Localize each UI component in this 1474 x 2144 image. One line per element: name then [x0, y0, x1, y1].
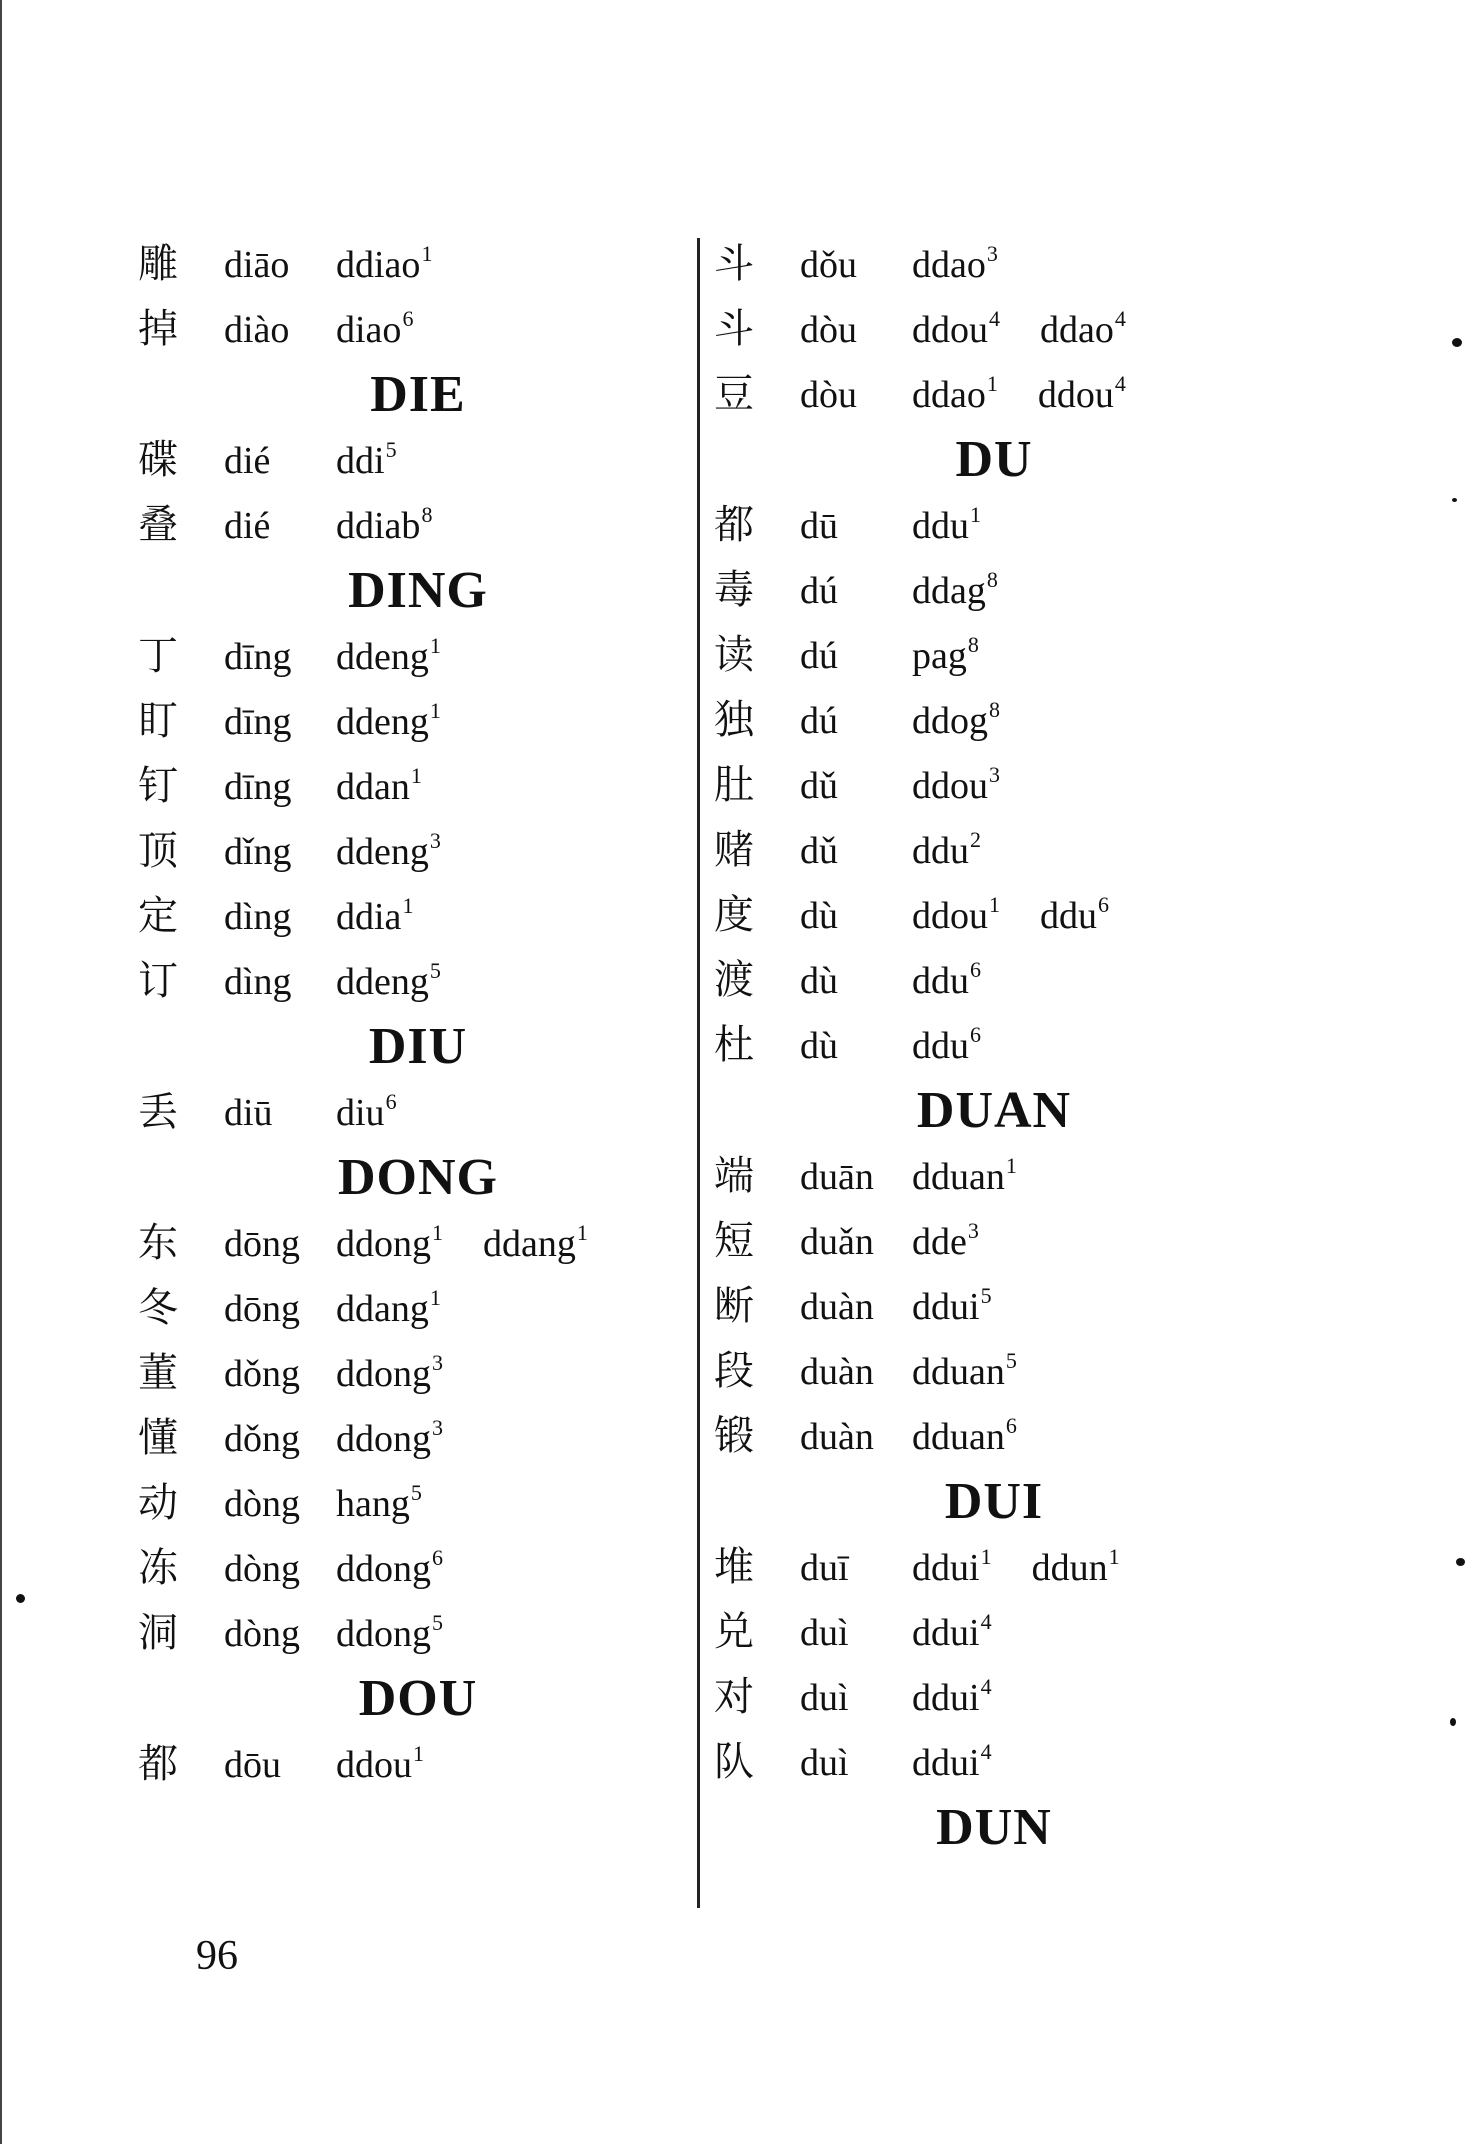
- tone-number: 1: [413, 1741, 424, 1766]
- tone-number: 6: [970, 957, 981, 982]
- tone-number: 1: [429, 633, 441, 658]
- dictionary-entry: [138, 493, 658, 558]
- entry-pinyin: dòu: [800, 374, 857, 416]
- tone-number: 1: [421, 241, 433, 266]
- entry-hanzi: 冬: [138, 1285, 178, 1331]
- dictionary-entry: [138, 624, 658, 689]
- entry-hanzi: 掉: [138, 306, 178, 352]
- dictionary-entry: [714, 883, 1234, 948]
- dictionary-entry: [138, 1080, 658, 1145]
- entry-romanization: ddong$^3$: [336, 1415, 443, 1460]
- section-header: DING: [348, 562, 488, 619]
- tone-number: 5: [429, 958, 441, 983]
- entry-romanization: ddui$^5$: [912, 1283, 992, 1328]
- dictionary-entry: [138, 689, 658, 754]
- entry-hanzi: 豆: [714, 371, 754, 417]
- entry-romanization: ddou$^3$: [912, 762, 1000, 807]
- entry-hanzi: 钉: [138, 763, 178, 809]
- entry-pinyin: dǒu: [800, 244, 857, 286]
- entry-hanzi: 订: [138, 958, 178, 1004]
- tone-number: 3: [989, 762, 1000, 787]
- tone-number: 1: [410, 763, 422, 788]
- entry-pinyin: duàn: [800, 1286, 874, 1328]
- dictionary-entry: [714, 688, 1234, 753]
- entry-pinyin: duī: [800, 1547, 849, 1589]
- entry-pinyin: dù: [800, 895, 838, 937]
- entry-hanzi: 董: [138, 1350, 178, 1396]
- tone-number: 3: [432, 1350, 443, 1375]
- entry-hanzi: 赌: [714, 827, 754, 873]
- entry-romanization: ddang$^1$: [336, 1285, 441, 1330]
- tone-number: 4: [980, 1739, 992, 1764]
- tone-number: 3: [986, 241, 998, 266]
- tone-number: 4: [989, 306, 1000, 331]
- tone-number: 1: [576, 1220, 588, 1245]
- tone-number: 6: [970, 1022, 981, 1047]
- entry-hanzi: 锻: [714, 1413, 754, 1459]
- dictionary-entry: [138, 1341, 658, 1406]
- entry-pinyin: dǔ: [800, 765, 838, 807]
- entry-pinyin: dōng: [224, 1288, 300, 1330]
- entry-hanzi: 堆: [714, 1544, 754, 1590]
- entry-romanization: ddiab$^8$: [336, 502, 433, 547]
- entry-hanzi: 渡: [714, 957, 754, 1003]
- entry-pinyin: dìng: [224, 961, 292, 1003]
- dictionary-entry: [138, 1471, 658, 1536]
- entry-hanzi: 端: [714, 1153, 754, 1199]
- scan-speck: [1452, 338, 1462, 347]
- dictionary-entry: [138, 1406, 658, 1471]
- entry-hanzi: 洞: [138, 1610, 178, 1656]
- dictionary-entry: [714, 623, 1234, 688]
- scan-speck: [1456, 1558, 1465, 1566]
- scan-speck: [1450, 1718, 1456, 1726]
- entry-romanization: hang$^5$: [336, 1480, 422, 1525]
- entry-romanization: ddun$^1$: [1031, 1544, 1120, 1589]
- entry-romanization: ddao$^3$: [912, 241, 998, 286]
- tone-number: 5: [1005, 1348, 1017, 1373]
- entry-pinyin: duǎn: [800, 1221, 874, 1263]
- dictionary-entry: [714, 232, 1234, 297]
- entry-pinyin: diāo: [224, 244, 290, 286]
- entry-romanization: ddong$^5$: [336, 1610, 443, 1655]
- entry-pinyin: dié: [224, 505, 271, 547]
- dictionary-entry: [138, 1211, 658, 1276]
- dictionary-entry: [714, 1404, 1234, 1469]
- dictionary-entry: [714, 1665, 1234, 1730]
- page-number: 96: [196, 1933, 238, 1979]
- tone-number: 6: [402, 306, 414, 331]
- entry-hanzi: 都: [138, 1741, 178, 1787]
- entry-pinyin: duì: [800, 1742, 849, 1784]
- column-divider: [697, 238, 700, 1908]
- dictionary-entry: [138, 428, 658, 493]
- entry-hanzi: 丁: [138, 633, 178, 679]
- entry-romanization: ddong$^6$: [336, 1545, 443, 1590]
- entry-romanization: ddao$^1$: [912, 371, 998, 416]
- tone-number: 3: [967, 1218, 979, 1243]
- entry-hanzi: 独: [714, 697, 754, 743]
- entry-pinyin: duàn: [800, 1351, 874, 1393]
- entry-pinyin: dú: [800, 570, 838, 612]
- entry-hanzi: 盯: [138, 698, 178, 744]
- entry-romanization: diu$^6$: [336, 1089, 397, 1134]
- page-edge-line: [0, 0, 2, 2144]
- dictionary-entry: [138, 297, 658, 362]
- entry-romanization: dduan$^6$: [912, 1413, 1017, 1458]
- entry-pinyin: dǐng: [224, 831, 292, 873]
- dictionary-entry: [714, 1274, 1234, 1339]
- section-header: DONG: [338, 1149, 498, 1206]
- entry-romanization: ddu$^2$: [912, 827, 981, 872]
- entry-romanization: pag$^8$: [912, 632, 979, 677]
- entry-pinyin: dīng: [224, 766, 292, 808]
- dictionary-entry: [714, 1730, 1234, 1795]
- entry-pinyin: dǔ: [800, 830, 838, 872]
- dictionary-entry: [714, 558, 1234, 623]
- entry-pinyin: dǒng: [224, 1353, 300, 1395]
- entry-romanization: ddan$^1$: [336, 763, 422, 808]
- entry-romanization: ddog$^8$: [912, 697, 1000, 742]
- entry-romanization: ddeng$^3$: [336, 828, 441, 873]
- entry-pinyin: dòng: [224, 1483, 300, 1525]
- dictionary-entry: [714, 362, 1234, 427]
- entry-hanzi: 断: [714, 1283, 754, 1329]
- entry-pinyin: duān: [800, 1156, 874, 1198]
- entry-hanzi: 读: [714, 632, 754, 678]
- entry-pinyin: dòng: [224, 1613, 300, 1655]
- entry-hanzi: 动: [138, 1480, 178, 1526]
- tone-number: 1: [1108, 1544, 1120, 1569]
- tone-number: 6: [432, 1545, 443, 1570]
- tone-number: 3: [429, 828, 441, 853]
- tone-number: 8: [986, 567, 998, 592]
- dictionary-entry: [714, 1144, 1234, 1209]
- entry-pinyin: dú: [800, 635, 838, 677]
- entry-pinyin: dǒng: [224, 1418, 300, 1460]
- entry-romanization: ddag$^8$: [912, 567, 998, 612]
- tone-number: 4: [1114, 371, 1126, 396]
- entry-romanization: ddong$^3$: [336, 1350, 443, 1395]
- section-header: DU: [955, 431, 1033, 488]
- tone-number: 8: [421, 502, 433, 527]
- scan-speck: [16, 1594, 25, 1603]
- entry-hanzi: 雕: [138, 241, 178, 287]
- tone-number: 5: [432, 1610, 443, 1635]
- entry-hanzi: 丢: [138, 1089, 178, 1135]
- entry-romanization: dduan$^1$: [912, 1153, 1017, 1198]
- entry-hanzi: 碟: [138, 437, 178, 483]
- entry-romanization: ddui$^4$: [912, 1739, 992, 1784]
- section-header: DUN: [936, 1799, 1052, 1856]
- entry-hanzi: 杜: [714, 1022, 754, 1068]
- dictionary-entry: [138, 232, 658, 297]
- entry-pinyin: dù: [800, 960, 838, 1002]
- tone-number: 6: [385, 1089, 397, 1114]
- entry-romanization: dduan$^5$: [912, 1348, 1017, 1393]
- entry-hanzi: 肚: [714, 762, 754, 808]
- dictionary-entry: [714, 948, 1234, 1013]
- entry-pinyin: dòng: [224, 1548, 300, 1590]
- entry-pinyin: duì: [800, 1612, 849, 1654]
- entry-romanization: ddou$^4$: [912, 306, 1000, 351]
- entry-romanization: ddi$^5$: [336, 437, 397, 482]
- tone-number: 1: [432, 1220, 443, 1245]
- tone-number: 5: [410, 1480, 422, 1505]
- dictionary-entry: [714, 297, 1234, 362]
- left-column: [138, 232, 658, 1797]
- dictionary-entry: [714, 1535, 1234, 1600]
- tone-number: 6: [1005, 1413, 1017, 1438]
- tone-number: 8: [967, 632, 979, 657]
- dictionary-entry: [714, 1209, 1234, 1274]
- entry-pinyin: dīng: [224, 701, 292, 743]
- tone-number: 6: [1098, 892, 1109, 917]
- dictionary-entry: [138, 949, 658, 1014]
- entry-romanization: ddu$^6$: [912, 1022, 981, 1067]
- dictionary-entry: [714, 493, 1234, 558]
- tone-number: 1: [980, 1544, 992, 1569]
- dictionary-entry: [138, 1276, 658, 1341]
- entry-hanzi: 顶: [138, 828, 178, 874]
- dictionary-entry: [138, 884, 658, 949]
- entry-romanization: ddui$^1$: [912, 1544, 992, 1589]
- tone-number: 1: [989, 892, 1000, 917]
- section-header: DIU: [368, 1018, 468, 1075]
- tone-number: 4: [1114, 306, 1126, 331]
- dictionary-entry: [714, 1600, 1234, 1665]
- tone-number: 3: [432, 1415, 443, 1440]
- dictionary-entry: [138, 1601, 658, 1666]
- entry-hanzi: 东: [138, 1220, 178, 1266]
- entry-romanization: ddu$^6$: [912, 957, 981, 1002]
- dictionary-entry: [138, 1732, 658, 1797]
- dictionary-entry: [714, 1013, 1234, 1078]
- entry-romanization: ddou$^4$: [1037, 371, 1126, 416]
- tone-number: 4: [980, 1609, 992, 1634]
- entry-pinyin: dū: [800, 505, 838, 547]
- tone-number: 1: [402, 893, 414, 918]
- section-header: DIE: [370, 366, 466, 423]
- entry-pinyin: dù: [800, 1025, 838, 1067]
- entry-romanization: diao$^6$: [336, 306, 414, 351]
- entry-pinyin: duì: [800, 1677, 849, 1719]
- entry-pinyin: diū: [224, 1092, 273, 1134]
- entry-pinyin: dòu: [800, 309, 857, 351]
- dictionary-entry: [138, 754, 658, 819]
- entry-romanization: ddou$^1$: [336, 1741, 424, 1786]
- tone-number: 1: [429, 698, 441, 723]
- section-header: DUI: [944, 1473, 1044, 1530]
- entry-romanization: ddeng$^1$: [336, 698, 441, 743]
- entry-romanization: ddao$^4$: [1040, 306, 1126, 351]
- right-column: [714, 232, 1234, 1861]
- entry-hanzi: 对: [714, 1674, 754, 1720]
- section-header: DOU: [358, 1670, 478, 1727]
- tone-number: 1: [429, 1285, 441, 1310]
- entry-hanzi: 斗: [714, 306, 754, 352]
- entry-pinyin: diào: [224, 309, 290, 351]
- entry-romanization: ddui$^4$: [912, 1609, 992, 1654]
- tone-number: 5: [385, 437, 397, 462]
- entry-pinyin: dié: [224, 440, 271, 482]
- tone-number: 8: [989, 697, 1000, 722]
- tone-number: 1: [986, 371, 998, 396]
- entry-hanzi: 段: [714, 1348, 754, 1394]
- entry-romanization: ddiao$^1$: [336, 241, 433, 286]
- scan-speck: [1452, 498, 1457, 502]
- entry-romanization: ddu$^1$: [912, 502, 981, 547]
- entry-hanzi: 短: [714, 1218, 754, 1264]
- dictionary-entry: [138, 1536, 658, 1601]
- entry-romanization: ddong$^1$: [336, 1220, 443, 1265]
- entry-pinyin: dú: [800, 700, 838, 742]
- entry-romanization: dde$^3$: [912, 1218, 979, 1263]
- entry-hanzi: 队: [714, 1739, 754, 1785]
- entry-hanzi: 斗: [714, 241, 754, 287]
- entry-hanzi: 毒: [714, 567, 754, 613]
- entry-hanzi: 冻: [138, 1545, 178, 1591]
- tone-number: 2: [970, 827, 981, 852]
- entry-hanzi: 度: [714, 892, 754, 938]
- dictionary-entry: [714, 818, 1234, 883]
- entry-romanization: ddui$^4$: [912, 1674, 992, 1719]
- tone-number: 4: [980, 1674, 992, 1699]
- tone-number: 5: [980, 1283, 992, 1308]
- dictionary-entry: [714, 753, 1234, 818]
- entry-romanization: ddu$^6$: [1040, 892, 1109, 937]
- entry-hanzi: 叠: [138, 502, 178, 548]
- entry-romanization: ddou$^1$: [912, 892, 1000, 937]
- entry-romanization: ddeng$^1$: [336, 633, 441, 678]
- tone-number: 1: [970, 502, 981, 527]
- entry-pinyin: dìng: [224, 896, 292, 938]
- entry-hanzi: 兑: [714, 1609, 754, 1655]
- entry-romanization: ddang$^1$: [483, 1220, 588, 1265]
- dictionary-entry: [714, 1339, 1234, 1404]
- section-header: DUAN: [916, 1082, 1072, 1139]
- entry-romanization: ddia$^1$: [336, 893, 414, 938]
- entry-hanzi: 定: [138, 893, 178, 939]
- dictionary-entry: [138, 819, 658, 884]
- entry-hanzi: 懂: [138, 1415, 178, 1461]
- entry-hanzi: 都: [714, 502, 754, 548]
- entry-pinyin: dīng: [224, 636, 292, 678]
- tone-number: 1: [1005, 1153, 1017, 1178]
- entry-romanization: ddeng$^5$: [336, 958, 441, 1003]
- entry-pinyin: dōng: [224, 1223, 300, 1265]
- entry-pinyin: duàn: [800, 1416, 874, 1458]
- entry-pinyin: dōu: [224, 1744, 281, 1786]
